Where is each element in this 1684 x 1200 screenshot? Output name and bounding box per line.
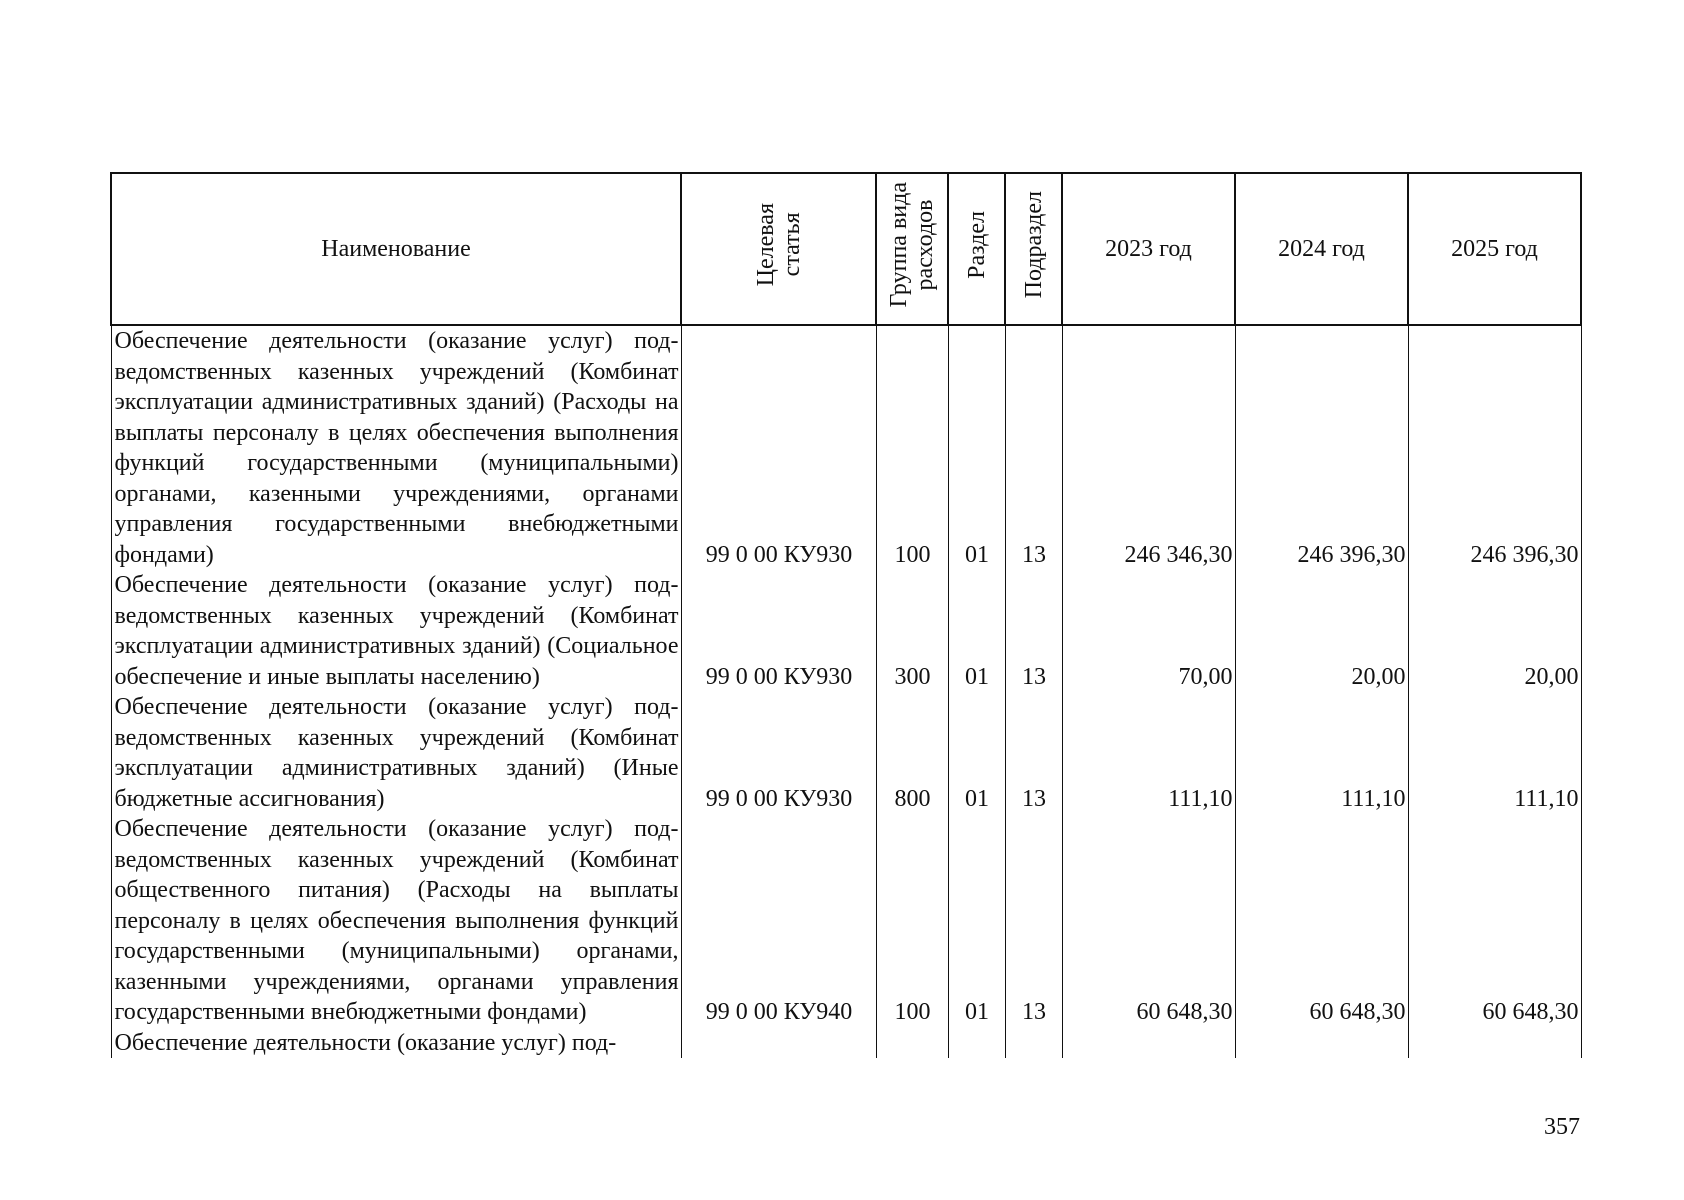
row-subsection: 13 [1005,692,1062,814]
row-name: Обеспечение деятельности (оказание услуг) подведомственных казенных учреждений (Комбинат эксплуатации административных зданий) (Социальное обеспечение и иные выплаты населению) [111,570,681,692]
table-row [111,814,1581,1028]
row-empty-cell [1005,1028,1062,1059]
table-row [111,570,1581,692]
row-empty-cell [1235,1028,1408,1059]
row-expense-group: 100 [876,325,948,570]
row-section: 01 [948,570,1005,692]
row-empty-cell [681,1028,876,1059]
row-expense-group: 800 [876,692,948,814]
row-2024: 60 648,30 [1235,814,1408,1028]
header-2024: 2024 год [1235,173,1408,325]
row-empty-cell [948,1028,1005,1059]
row-empty-cell [876,1028,948,1059]
row-2023: 246 346,30 [1062,325,1235,570]
row-empty-cell [1062,1028,1235,1059]
row-subsection: 13 [1005,814,1062,1028]
row-section: 01 [948,692,1005,814]
row-section: 01 [948,325,1005,570]
row-name: Обеспечение деятельности (оказание услуг) подведомственных казенных учреждений (Комбинат эксплуатации административных зданий) (Расходы на выплаты персоналу в целях обеспечения выполнения функций государственными (муниципальными) органами, казенными учреждениями, органами управления государственными внебюджетными фондами) [111,325,681,570]
table-row [111,325,1581,570]
row-name-continued: Обеспечение деятельности (оказание услуг) под- [111,1028,681,1059]
row-2024: 111,10 [1235,692,1408,814]
header-section: Раздел [948,173,1005,325]
table-header-row [111,173,1581,325]
table-row [111,692,1581,814]
table-row-continued [111,1028,1581,1059]
row-2025: 20,00 [1408,570,1581,692]
header-name: Наименование [111,173,681,325]
row-2023: 111,10 [1062,692,1235,814]
row-2025: 246 396,30 [1408,325,1581,570]
row-name: Обеспечение деятельности (оказание услуг) подведомственных казенных учреждений (Комбинат общественного питания) (Расходы на выплаты персоналу в целях обеспечения выполнения функций государственными (муниципальными) органами, казенными учреждениями, органами управления государственными внебюджетными фондами) [111,814,681,1028]
row-expense-group: 100 [876,814,948,1028]
header-2025: 2025 год [1408,173,1581,325]
row-2025: 111,10 [1408,692,1581,814]
row-subsection: 13 [1005,325,1062,570]
row-target-article: 99 0 00 КУ940 [681,814,876,1028]
row-2024: 246 396,30 [1235,325,1408,570]
row-target-article: 99 0 00 КУ930 [681,570,876,692]
header-2023: 2023 год [1062,173,1235,325]
budget-table [110,172,1582,1058]
page-number: 357 [1544,1114,1580,1140]
row-2025: 60 648,30 [1408,814,1581,1028]
header-expense-group: Группа вида расходов [876,173,948,325]
row-2023: 70,00 [1062,570,1235,692]
row-2024: 20,00 [1235,570,1408,692]
row-expense-group: 300 [876,570,948,692]
header-subsection: Подраздел [1005,173,1062,325]
row-section: 01 [948,814,1005,1028]
row-2023: 60 648,30 [1062,814,1235,1028]
row-target-article: 99 0 00 КУ930 [681,692,876,814]
row-empty-cell [1408,1028,1581,1059]
row-subsection: 13 [1005,570,1062,692]
row-name: Обеспечение деятельности (оказание услуг) подведомственных казенных учреждений (Комбинат эксплуатации административных зданий) (Иные бюджетные ассигнования) [111,692,681,814]
row-target-article: 99 0 00 КУ930 [681,325,876,570]
header-target-article: Целевая статья [681,173,876,325]
